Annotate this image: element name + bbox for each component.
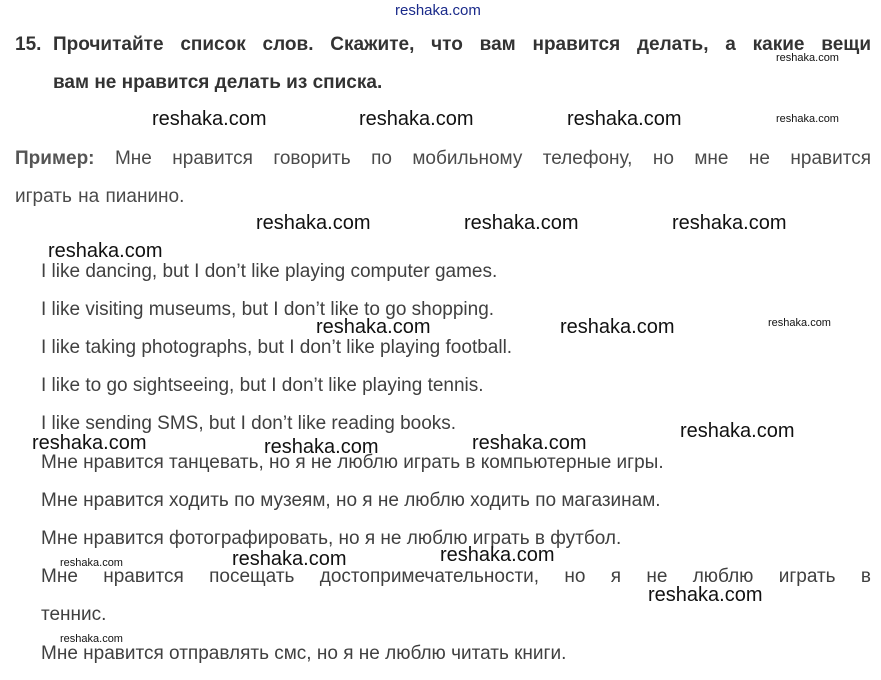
watermark: reshaka.com	[472, 432, 587, 454]
answer-line: I like to go sightseeing, but I don’t like playing tennis.	[41, 375, 484, 396]
watermark: reshaka.com	[648, 584, 763, 606]
example-line-1	[15, 148, 871, 170]
answer-line: I like taking photographs, but I don’t like playing football.	[41, 337, 513, 358]
watermark-small: reshaka.com	[60, 633, 123, 645]
task-instruction-line-2: вам не нравится делать из списка.	[53, 72, 383, 93]
watermark-small: reshaka.com	[60, 557, 123, 569]
answer-line: Мне нравится посещать достопримечательности, но я не люблю играть в	[41, 566, 871, 587]
answer-line: теннис.	[41, 604, 107, 625]
watermark: reshaka.com	[152, 108, 267, 130]
example-label: Пример:	[15, 148, 95, 169]
answer-line: I like visiting museums, but I don’t like to go shopping.	[41, 299, 495, 320]
watermark: reshaka.com	[440, 544, 555, 566]
answer-line: I like dancing, but I don’t like playing computer games.	[41, 261, 498, 282]
example-text-1: Мне нравится говорить по мобильному телефону, но мне не нравится	[114, 148, 872, 169]
watermark: reshaka.com	[560, 316, 675, 338]
watermark: reshaka.com	[264, 436, 379, 458]
watermark-small: reshaka.com	[768, 317, 831, 329]
task-number: 15.	[15, 34, 42, 55]
watermark: reshaka.com	[359, 108, 474, 130]
watermark: reshaka.com	[48, 240, 163, 262]
watermark: reshaka.com	[316, 316, 431, 338]
answer-line: Мне нравится танцевать, но я не люблю играть в компьютерные игры.	[41, 452, 664, 473]
task-instruction-line-1: Прочитайте список слов. Скажите, что вам нравится делать, а какие вещи	[53, 34, 871, 55]
watermark: reshaka.com	[672, 212, 787, 234]
watermark-top: reshaka.com	[395, 2, 481, 19]
answer-line: Мне нравится отправлять смс, но я не люблю читать книги.	[41, 643, 567, 664]
example-line-2: играть на пианино.	[15, 186, 185, 207]
watermark: reshaka.com	[567, 108, 682, 130]
answer-line: I like sending SMS, but I don’t like reading books.	[41, 413, 457, 434]
watermark: reshaka.com	[464, 212, 579, 234]
watermark: reshaka.com	[232, 548, 347, 570]
watermark: reshaka.com	[32, 432, 147, 454]
watermark-small: reshaka.com	[776, 52, 839, 64]
watermark: reshaka.com	[256, 212, 371, 234]
watermark-small: reshaka.com	[776, 113, 839, 125]
answer-line: Мне нравится ходить по музеям, но я не люблю ходить по магазинам.	[41, 490, 661, 511]
watermark: reshaka.com	[680, 420, 795, 442]
answer-line: Мне нравится фотографировать, но я не люблю играть в футбол.	[41, 528, 622, 549]
